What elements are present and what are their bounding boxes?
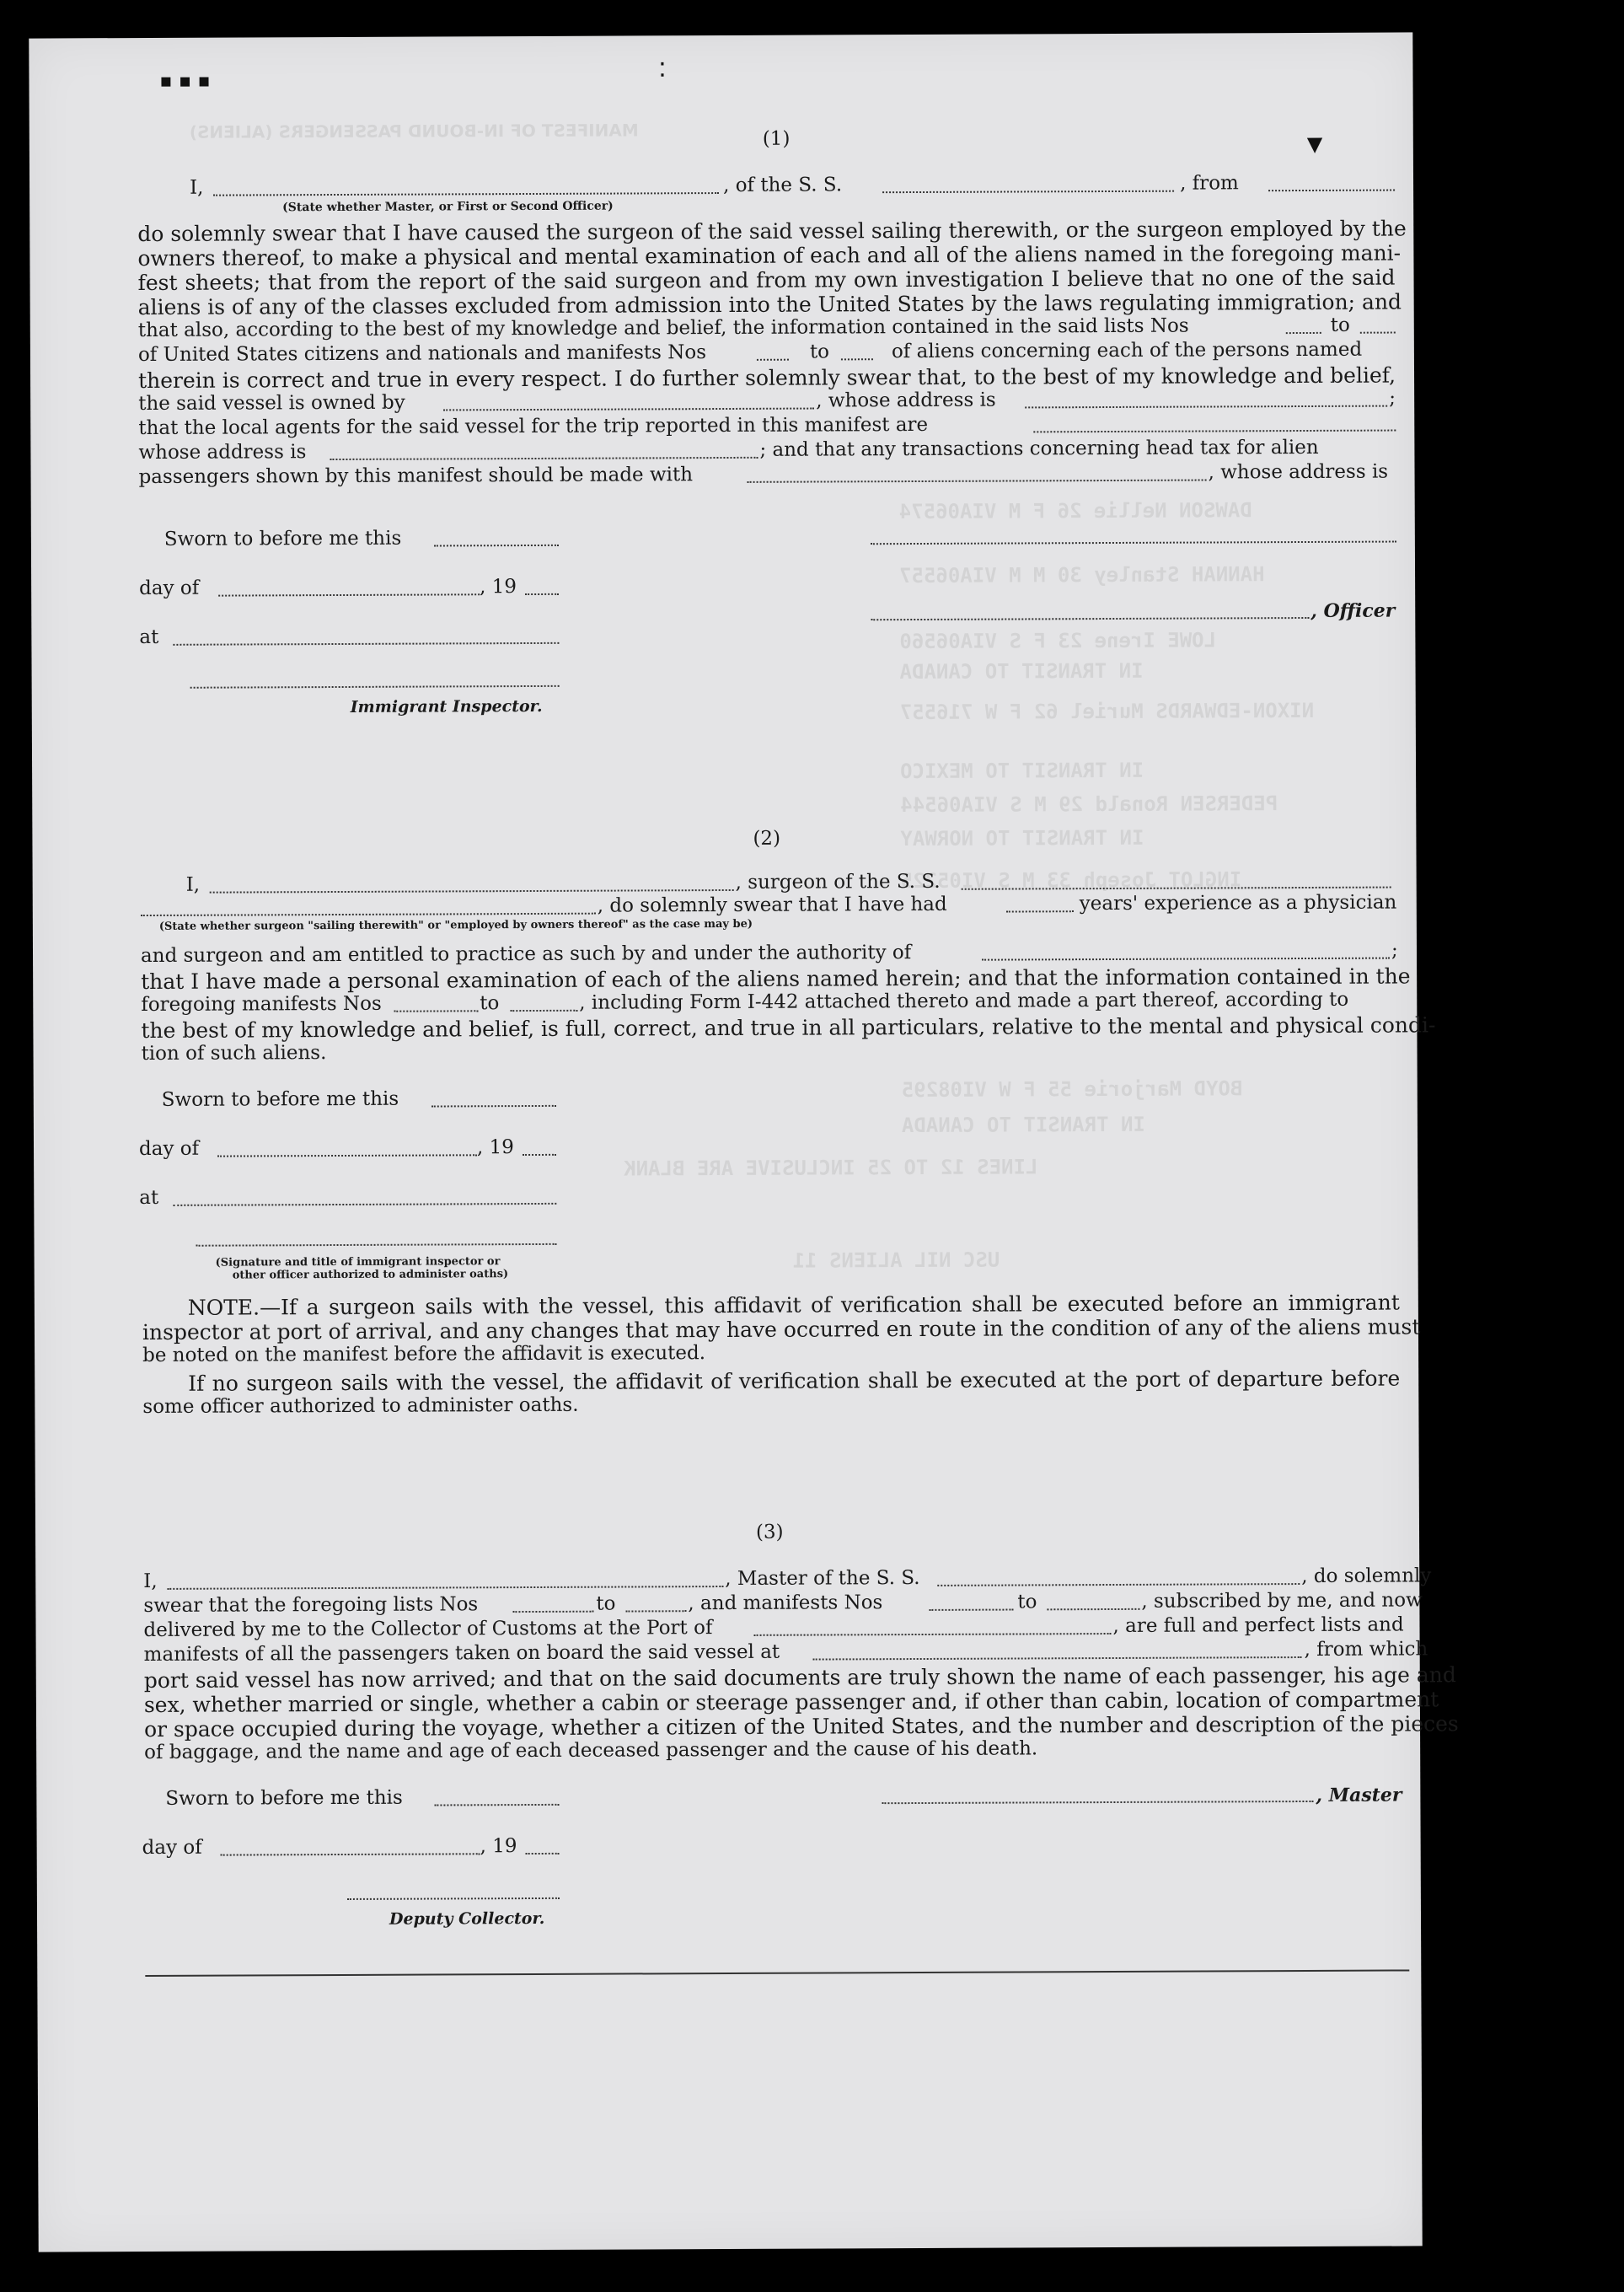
s1-passengers-label: passengers shown by this manifest should be made with	[138, 464, 694, 489]
s2-semicolon: ;	[1391, 939, 1398, 962]
s2-line: tion of such aliens.	[141, 1042, 327, 1065]
s1-sworn-field[interactable]	[434, 545, 559, 547]
s3-delivered-label: delivered by me to the Collector of Customs at the Port of	[143, 1617, 713, 1642]
section-2-number: (2)	[753, 827, 781, 850]
s3-i-label: I,	[143, 1570, 158, 1593]
s1-sworn-label: Sworn to before me this	[163, 527, 402, 550]
s3-day-label: day of	[142, 1836, 202, 1860]
s3-board-port-field[interactable]	[813, 1656, 1302, 1661]
s2-day-field[interactable]	[217, 1154, 477, 1157]
s3-master-name-field[interactable]	[167, 1586, 723, 1590]
s1-inspector-signature-field[interactable]	[190, 685, 560, 689]
s2-authority-field[interactable]	[982, 958, 1390, 961]
s1-agent-address-field[interactable]	[330, 457, 758, 460]
bleed-row: LINES 12 TO 25 INCLUSIVE ARE BLANK	[624, 1155, 1038, 1181]
section-3-number: (3)	[755, 1521, 784, 1543]
bottom-rule	[145, 1969, 1409, 1977]
bleed-header: MANIFEST OF IN-BOUND PASSENGERS (ALIENS)	[189, 120, 639, 142]
s1-ship-label: , of the S. S.	[722, 174, 843, 197]
s1-lists-to-field[interactable]	[1360, 332, 1396, 334]
s2-i-label: I,	[185, 873, 201, 896]
bleed-row: USC NIL ALIENS 11	[792, 1248, 1000, 1273]
s2-authority-label: and surgeon and am entitled to practice as such by and under the authority of	[140, 942, 912, 968]
s3-manifests-board-label: manifests of all the passengers taken on board the said vessel at	[143, 1640, 780, 1667]
s1-manifests-label: of United States citizens and nationals and manifests Nos	[137, 341, 707, 367]
s1-line: owners thereof, to make a physical and mental examination of each and all of the aliens named in the foregoing mani-	[137, 240, 1402, 271]
s1-from-field[interactable]	[1268, 190, 1395, 192]
s1-day-field[interactable]	[218, 593, 480, 596]
s1-manifests-to-label: to	[809, 341, 830, 363]
s3-manifests-to-field[interactable]	[1047, 1608, 1139, 1610]
s1-lists-label: that also, according to the best of my knowledge and belief, the information contained in the said lists Nos	[137, 314, 1189, 342]
s3-lists-to-field[interactable]	[625, 1610, 686, 1612]
s1-i-label: I,	[189, 176, 204, 199]
s3-perfect-label: , are full and perfect lists and	[1112, 1613, 1404, 1638]
s1-at-field[interactable]	[173, 642, 559, 646]
s2-swear-label: , do solemnly swear that I have had	[597, 893, 947, 917]
s2-manifests-label: foregoing manifests Nos	[141, 992, 382, 1017]
punch-hole	[1434, 241, 1490, 297]
s3-master-caption: , Master	[1316, 1784, 1402, 1806]
punch-hole	[1438, 2103, 1493, 2159]
s2-day-label: day of	[138, 1137, 200, 1161]
s1-line: fest sheets; that from the report of the said surgeon and from my own investigation I believe that no one of the said	[137, 265, 1396, 296]
bleed-row: IN TRANSIT TO MEXICO	[900, 758, 1144, 784]
s3-year-field[interactable]	[526, 1853, 560, 1855]
s1-agents-field[interactable]	[1033, 430, 1396, 433]
s3-subscribed-label: , subscribed by me, and now	[1141, 1589, 1423, 1613]
s1-year-label: , 19	[480, 576, 517, 598]
manifest-page	[29, 32, 1459, 2252]
punch-hole	[1434, 1461, 1489, 1516]
s1-manifests-to-field[interactable]	[841, 358, 873, 360]
s1-officer-note: (State whether Master, or First or Second Officer)	[282, 199, 614, 215]
s3-sworn-field[interactable]	[434, 1804, 559, 1806]
bleed-row: NIXON-EDWARDS Muriel 62 F W 716557	[899, 698, 1315, 725]
s3-master-signature-field[interactable]	[882, 1801, 1313, 1804]
s3-line: or space occupied during the voyage, whether a citizen of the United States, and the number and description of the pieces	[143, 1711, 1459, 1742]
s2-surgeon-name-field[interactable]	[210, 889, 734, 894]
s1-day-label: day of	[139, 577, 200, 600]
s2-note-line: NOTE.—If a surgeon sails with the vessel, this affidavit of verification shall be executed before an immigrant	[187, 1290, 1400, 1320]
s1-manifests-tail: of aliens concerning each of the persons named	[891, 338, 1363, 363]
s1-owner-address-field[interactable]	[1025, 405, 1387, 409]
s2-note-line: be noted on the manifest before the affidavit is executed.	[142, 1342, 706, 1367]
scan-speck: ⁚	[659, 59, 666, 82]
s1-line: aliens is of any of the classes excluded from admission into the United States by the laws regulating immigration; and	[137, 289, 1402, 320]
s1-ship-field[interactable]	[882, 191, 1174, 194]
s1-officer-name-field[interactable]	[213, 192, 719, 196]
scan-speck: ▼	[1306, 131, 1323, 156]
s1-owner-field[interactable]	[443, 408, 814, 411]
s2-year-field[interactable]	[523, 1154, 556, 1156]
bleed-row: BOYD Marjorie 55 F W VI08295	[901, 1076, 1243, 1103]
s2-years-field[interactable]	[1006, 910, 1074, 912]
s1-headtax-field[interactable]	[748, 480, 1207, 483]
s3-manifests-from-field[interactable]	[929, 1609, 1013, 1611]
s3-lists-to-label: to	[596, 1592, 616, 1615]
s3-manifests-to-label: to	[1017, 1591, 1037, 1613]
s2-surgeon-note: (State whether surgeon "sailing therewith" or "employed by owners thereof" as the case may be)	[158, 917, 753, 933]
s3-day-field[interactable]	[221, 1853, 480, 1855]
s3-collector-caption: Deputy Collector.	[389, 1908, 545, 1929]
s2-manifests-to-field[interactable]	[510, 1010, 577, 1012]
punch-hole	[1444, 1100, 1499, 1156]
s1-officer-signature-field[interactable]	[871, 541, 1396, 545]
s1-owner-address-label: , whose address is	[816, 389, 996, 412]
bleed-row: LOWE Irene 23 F S VIA06560	[899, 628, 1217, 654]
bleed-row: DAWSON Nellie 26 F M VIA06574	[898, 498, 1252, 524]
bleed-row: IN TRANSIT TO CANADA	[901, 1112, 1145, 1138]
s1-from-label: , from	[1179, 172, 1239, 195]
s3-collector-signature-field[interactable]	[347, 1897, 560, 1900]
s2-at-field[interactable]	[173, 1203, 556, 1206]
s2-signature-field[interactable]	[196, 1243, 557, 1247]
punch-hole	[1434, 1973, 1490, 2028]
bleed-row: HANNAH Stanley 30 M M VIA06557	[899, 562, 1265, 588]
s1-officer-title-field[interactable]	[871, 617, 1309, 620]
s1-line: therein is correct and true in every respect. I do further solemnly swear that, to the best of my knowledge and belief,	[137, 362, 1396, 394]
s3-lists-from-field[interactable]	[512, 1611, 593, 1613]
punch-hole	[1430, 733, 1486, 789]
s2-signature-note: other officer authorized to administer oaths)	[232, 1268, 509, 1282]
s2-year-label: , 19	[476, 1136, 514, 1159]
s2-line: that I have made a personal examination of each of the aliens named herein; and that the information contained in the	[141, 963, 1411, 995]
bleed-row: INGLOT Joseph 33 M S VI05225	[900, 867, 1242, 894]
s1-headtax-address-label: , whose address is	[1208, 460, 1389, 484]
bleed-row: IN TRANSIT TO CANADA	[899, 658, 1144, 684]
s3-solemnly-label: , do solemnly	[1301, 1565, 1432, 1588]
s1-agent-address-label: whose address is	[138, 441, 307, 464]
s2-note-line: inspector at port of arrival, and any changes that may have occurred en route in the condition of any of the aliens must	[142, 1314, 1421, 1345]
s3-manifests-label: , and manifests Nos	[688, 1592, 883, 1615]
s1-at-label: at	[139, 625, 159, 649]
s2-line: the best of my knowledge and belief, is full, correct, and true in all particulars, relative to the mental and physical condi-	[141, 1012, 1436, 1044]
s2-form-label: , including Form I-442 attached thereto and made a part thereof, according to	[579, 988, 1349, 1014]
binding-mark	[1419, 57, 1451, 125]
s3-port-field[interactable]	[754, 1633, 1112, 1636]
s1-year-field[interactable]	[525, 593, 559, 595]
s2-sworn-label: Sworn to before me this	[161, 1087, 399, 1111]
s2-capacity-field[interactable]	[141, 913, 596, 916]
s3-lists-label: swear that the foregoing lists Nos	[143, 1593, 479, 1618]
s1-agents-label: that the local agents for the said vessel for the trip reported in this manifest are	[138, 413, 929, 440]
s1-line: do solemnly swear that I have caused the surgeon of the said vessel sailing therewith, or the surgeon employed by the	[137, 216, 1407, 247]
section-1-number: (1)	[762, 127, 791, 150]
s2-ship-label: , surgeon of the S. S.	[735, 870, 941, 894]
s3-ship-label: , Master of the S. S.	[725, 1566, 920, 1591]
bleed-row: PEDERSEN Ronald 29 M S VIA06544	[900, 792, 1278, 818]
s3-from-which-label: , from which	[1304, 1638, 1428, 1661]
scan-speck: ▪ ▪ ▪	[159, 69, 211, 92]
s2-signature-note: (Signature and title of immigrant inspector or	[215, 1255, 501, 1269]
punch-hole	[1431, 598, 1487, 654]
s2-if-line: some officer authorized to administer oaths.	[142, 1393, 579, 1419]
s2-if-line: If no surgeon sails with the vessel, the affidavit of verification shall be executed at the port of departure before	[188, 1366, 1401, 1396]
s3-line: port said vessel has now arrived; and that on the said documents are truly shown the name of each passenger, his age and	[143, 1662, 1456, 1694]
s2-sworn-field[interactable]	[431, 1105, 556, 1108]
s2-manifests-to-label: to	[480, 992, 500, 1015]
punch-hole	[1436, 1575, 1492, 1631]
s1-semicolon: ;	[1389, 387, 1396, 410]
s2-at-label: at	[139, 1186, 159, 1210]
s1-lists-from-field[interactable]	[1286, 332, 1321, 334]
s3-ship-field[interactable]	[937, 1583, 1300, 1586]
s2-experience-label: years' experience as a physician	[1079, 891, 1397, 915]
s1-inspector-caption: Immigrant Inspector.	[350, 696, 543, 717]
s3-line: sex, whether married or single, whether a cabin or steerage passenger and, if other than cabin, location of compartment	[143, 1687, 1439, 1718]
s3-line: of baggage, and the name and age of each deceased passenger and the cause of his death.	[144, 1737, 1038, 1764]
s2-manifests-from-field[interactable]	[394, 1010, 478, 1012]
s3-sworn-label: Sworn to before me this	[165, 1786, 403, 1810]
s1-officer-caption: , Officer	[1310, 599, 1396, 622]
s1-owned-label: the said vessel is owned by	[138, 391, 405, 416]
s1-manifests-from-field[interactable]	[757, 359, 789, 361]
s1-headtax-label: ; and that any transactions concerning head tax for alien	[759, 436, 1319, 461]
bleed-row: IN TRANSIT TO NORWAY	[900, 825, 1144, 851]
s3-year-label: , 19	[480, 1835, 517, 1858]
s1-lists-to-label: to	[1330, 314, 1350, 336]
